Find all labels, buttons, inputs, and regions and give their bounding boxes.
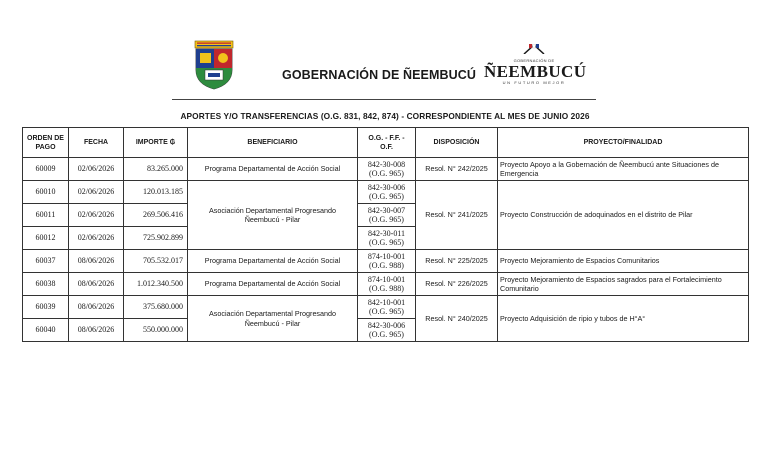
cell-og: 842-10-001 (O.G. 965) <box>358 296 416 319</box>
brand-name: ÑEEMBUCÚ <box>484 62 587 81</box>
flag-icon <box>522 44 546 54</box>
cell-orden: 60010 <box>23 181 69 204</box>
cell-importe: 269.506.416 <box>124 204 188 227</box>
gobernacion-crest-logo <box>193 40 235 90</box>
cell-beneficiario: Asociación Departamental Progresando Ñeembucú - Pilar <box>188 296 358 342</box>
cell-fecha: 02/06/2026 <box>69 158 124 181</box>
table-row <box>23 273 749 296</box>
page-title: GOBERNACIÓN DE ÑEEMBUCÚ <box>282 68 476 82</box>
table-row <box>23 181 749 204</box>
cell-disposicion: Resol. N° 225/2025 <box>416 250 498 273</box>
header-disposicion: DISPOSICIÓN <box>416 128 498 158</box>
table-header-row <box>23 128 749 158</box>
header-orden: ORDEN DE PAGO <box>23 128 69 158</box>
cell-proyecto: Proyecto Mejoramiento de Espacios Comunitarios <box>498 250 749 273</box>
cell-fecha: 08/06/2026 <box>69 296 124 319</box>
cell-og: 842-30-011 (O.G. 965) <box>358 227 416 250</box>
cell-fecha: 02/06/2026 <box>69 204 124 227</box>
transfers-table <box>22 127 749 342</box>
neembucu-brand-logo <box>484 44 587 90</box>
header-og: O.G. - F.F. - O.F. <box>358 128 416 158</box>
cell-og: 842-30-007 (O.G. 965) <box>358 204 416 227</box>
brand-small-text: GOBERNACIÓN DE <box>513 58 555 63</box>
table-row <box>23 250 749 273</box>
cell-proyecto: Proyecto Apoyo a la Gobernación de Ñeembucú ante Situaciones de Emergencia <box>498 158 749 181</box>
cell-importe: 1.012.340.500 <box>124 273 188 296</box>
cell-fecha: 08/06/2026 <box>69 273 124 296</box>
cell-disposicion: Resol. N° 242/2025 <box>416 158 498 181</box>
cell-fecha: 08/06/2026 <box>69 250 124 273</box>
cell-og: 842-30-008 (O.G. 965) <box>358 158 416 181</box>
table-row <box>23 158 749 181</box>
cell-importe: 725.902.899 <box>124 227 188 250</box>
cell-orden: 60040 <box>23 319 69 342</box>
cell-disposicion: Resol. N° 226/2025 <box>416 273 498 296</box>
cell-og: 874-10-001 (O.G. 988) <box>358 273 416 296</box>
cell-importe: 83.265.000 <box>124 158 188 181</box>
cell-orden: 60038 <box>23 273 69 296</box>
header-divider <box>172 99 596 100</box>
cell-orden: 60012 <box>23 227 69 250</box>
cell-beneficiario: Programa Departamental de Acción Social <box>188 273 358 296</box>
header-fecha: FECHA <box>69 128 124 158</box>
cell-disposicion: Resol. N° 241/2025 <box>416 181 498 250</box>
cell-fecha: 08/06/2026 <box>69 319 124 342</box>
brand-tagline: UN FUTURO MEJOR <box>502 80 566 85</box>
cell-importe: 120.013.185 <box>124 181 188 204</box>
cell-orden: 60009 <box>23 158 69 181</box>
cell-proyecto: Proyecto Mejoramiento de Espacios sagrados para el Fortalecimiento Comunitario <box>498 273 749 296</box>
cell-beneficiario: Programa Departamental de Acción Social <box>188 158 358 181</box>
cell-orden: 60039 <box>23 296 69 319</box>
cell-fecha: 02/06/2026 <box>69 181 124 204</box>
cell-beneficiario: Asociación Departamental Progresando Ñeembucú - Pilar <box>188 181 358 250</box>
cell-orden: 60037 <box>23 250 69 273</box>
cell-importe: 550.000.000 <box>124 319 188 342</box>
cell-og: 842-30-006 (O.G. 965) <box>358 319 416 342</box>
cell-disposicion: Resol. N° 240/2025 <box>416 296 498 342</box>
cell-beneficiario: Programa Departamental de Acción Social <box>188 250 358 273</box>
document-subtitle: APORTES Y/O TRANSFERENCIAS (O.G. 831, 842, 874) - CORRESPONDIENTE AL MES DE JUNIO 2026 <box>180 111 590 121</box>
cell-orden: 60011 <box>23 204 69 227</box>
cell-proyecto: Proyecto Adquisición de ripio y tubos de H°A° <box>498 296 749 342</box>
table-row <box>23 296 749 319</box>
header-importe: IMPORTE ₲ <box>124 128 188 158</box>
cell-og: 842-30-006 (O.G. 965) <box>358 181 416 204</box>
cell-importe: 375.680.000 <box>124 296 188 319</box>
cell-importe: 705.532.017 <box>124 250 188 273</box>
cell-proyecto: Proyecto Construcción de adoquinados en el distrito de Pilar <box>498 181 749 250</box>
header-beneficiario: BENEFICIARIO <box>188 128 358 158</box>
header-proyecto: PROYECTO/FINALIDAD <box>498 128 749 158</box>
cell-og: 874-10-001 (O.G. 988) <box>358 250 416 273</box>
cell-fecha: 02/06/2026 <box>69 227 124 250</box>
